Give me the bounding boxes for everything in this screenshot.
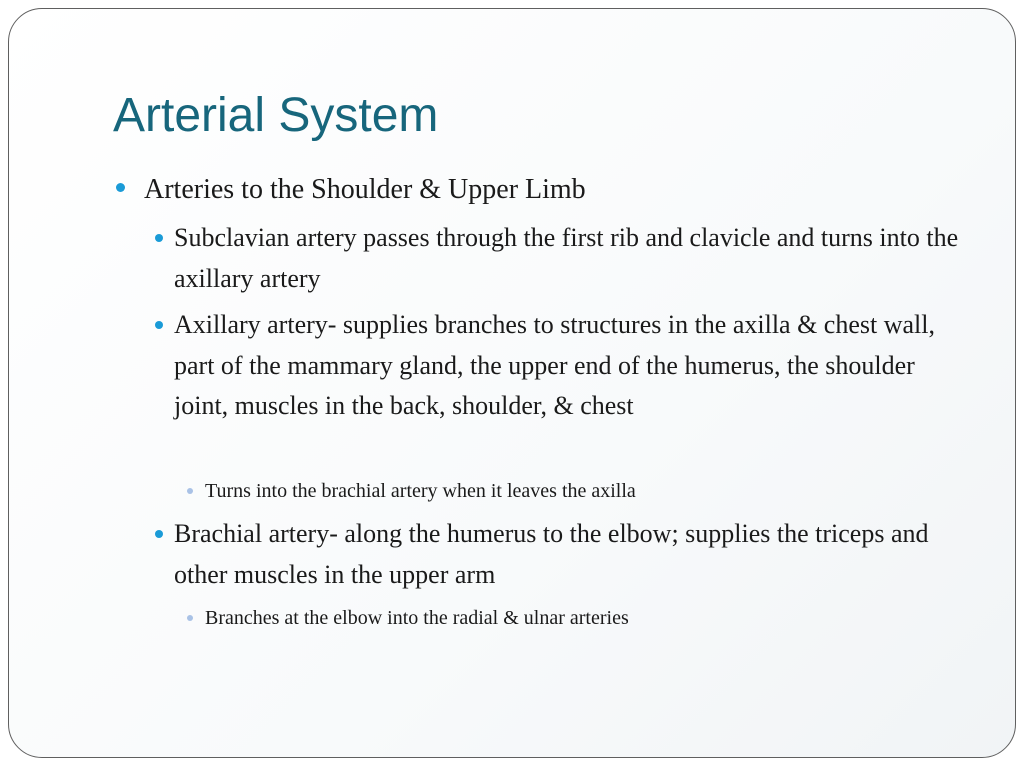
sub-bullet-dot-icon	[187, 615, 193, 621]
sub-bullet-dot-icon	[187, 488, 193, 494]
bullet-shoulder-upper-limb: Arteries to the Shoulder & Upper Limb	[144, 174, 586, 205]
bullet-dot-icon	[155, 234, 163, 242]
slide-title: Arterial System	[113, 89, 439, 142]
bullet-dot-icon	[155, 530, 163, 538]
bullet-axillary-artery: Axillary artery- supplies branches to structures in the axilla & chest wall, part of the mammary gland, the upper end of the humerus, the shoulder joint, muscles in the back, shoulder, & chest	[174, 310, 935, 420]
bullet-brachial-artery: Brachial artery- along the humerus to the elbow; supplies the triceps and other muscles in the upper arm	[174, 519, 929, 589]
sub-bullet-radial-ulnar: Branches at the elbow into the radial & ulnar arteries	[205, 607, 629, 629]
bullet-subclavian-artery: Subclavian artery passes through the first rib and clavicle and turns into the axillary artery	[174, 223, 959, 293]
sub-bullet-brachial-transition: Turns into the brachial artery when it leaves the axilla	[205, 480, 636, 502]
bullet-dot-icon	[155, 321, 163, 329]
bullet-dot-icon	[116, 183, 125, 192]
